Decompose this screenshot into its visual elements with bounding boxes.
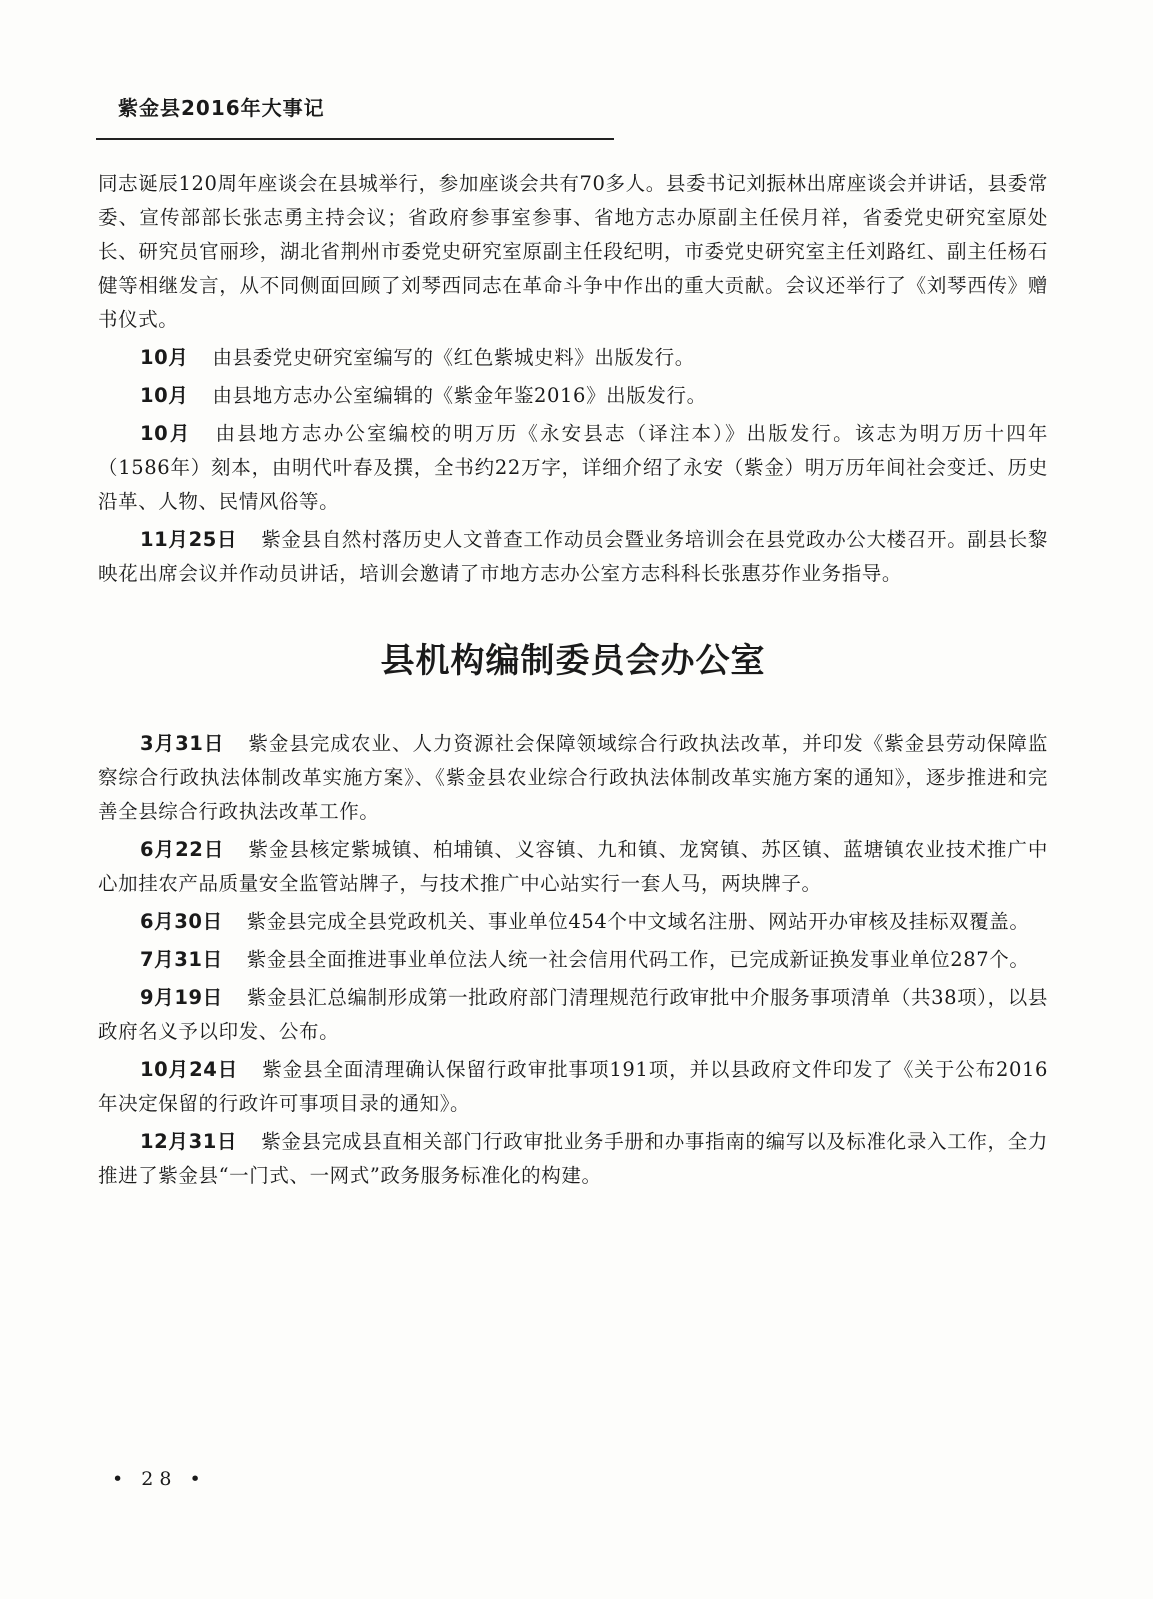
entry-date: 6月22日 bbox=[140, 838, 225, 861]
entry-paragraph bbox=[98, 417, 1048, 519]
entry-text: 由县地方志办公室编校的明万历《永安县志（译注本）》出版发行。该志为明万历十四年（1586年）刻本，由明代叶春及撰，全书约22万字，详细介绍了永安（紫金）明万历年间社会变迁、历史沿革、人物、民情风俗等。 bbox=[98, 422, 1049, 513]
entry-paragraph bbox=[98, 523, 1048, 591]
entry-date: 10月24日 bbox=[140, 1058, 239, 1081]
entry-date: 7月31日 bbox=[140, 948, 223, 971]
entry-paragraph bbox=[98, 727, 1048, 829]
page-number: • 28 • bbox=[112, 1468, 207, 1490]
entry-text: 紫金县核定紫城镇、柏埔镇、义容镇、九和镇、龙窝镇、苏区镇、蓝塘镇农业技术推广中心加挂农产品质量安全监管站牌子，与技术推广中心站实行一套人马，两块牌子。 bbox=[98, 838, 1048, 895]
entry-text: 紫金县全面清理确认保留行政审批事项191项，并以县政府文件印发了《关于公布2016年决定保留的行政许可事项目录的通知》。 bbox=[98, 1058, 1049, 1115]
entry-date: 10月 bbox=[140, 384, 189, 407]
entry-paragraph bbox=[98, 905, 1048, 939]
entry-paragraph bbox=[98, 341, 1048, 375]
entry-date: 10月 bbox=[140, 422, 192, 445]
entry-text: 紫金县完成农业、人力资源社会保障领域综合行政执法改革，并印发《紫金县劳动保障监察综合行政执法体制改革实施方案》、《紫金县农业综合行政执法体制改革实施方案的通知》，逐步推进和完善全县综合行政执法改革工作。 bbox=[98, 732, 1048, 823]
entry-date: 9月19日 bbox=[140, 986, 223, 1009]
entry-paragraph bbox=[98, 1053, 1048, 1121]
entry-text: 由县委党史研究室编写的《红色紫城史料》出版发行。 bbox=[212, 346, 695, 369]
entry-paragraph bbox=[98, 1125, 1048, 1193]
entry-date: 6月30日 bbox=[140, 910, 223, 933]
entry-paragraph bbox=[98, 833, 1048, 901]
entry-paragraph bbox=[98, 981, 1048, 1049]
entry-paragraph bbox=[98, 379, 1048, 413]
entry-text: 紫金县全面推进事业单位法人统一社会信用代码工作，已完成新证换发事业单位287个。 bbox=[246, 948, 1030, 971]
entry-date: 12月31日 bbox=[140, 1130, 238, 1153]
running-head: 紫金县2016年大事记 bbox=[118, 96, 325, 120]
page-body bbox=[98, 167, 1048, 1197]
entry-text: 紫金县汇总编制形成第一批政府部门清理规范行政审批中介服务事项清单（共38项），以县政府名义予以印发、公布。 bbox=[98, 986, 1048, 1043]
entry-date: 10月 bbox=[140, 346, 189, 369]
entry-text: 紫金县完成县直相关部门行政审批业务手册和办事指南的编写以及标准化录入工作，全力推进了紫金县“一门式、一网式”政务服务标准化的构建。 bbox=[98, 1130, 1048, 1187]
entry-date: 3月31日 bbox=[140, 732, 225, 755]
header-rule bbox=[96, 138, 614, 140]
entry-text: 紫金县完成全县党政机关、事业单位454个中文域名注册、网站开办审核及挂标双覆盖。 bbox=[246, 910, 1030, 933]
entry-paragraph bbox=[98, 943, 1048, 977]
entry-text: 由县地方志办公室编辑的《紫金年鉴2016》出版发行。 bbox=[212, 384, 707, 407]
section-title: 县机构编制委员会办公室 bbox=[380, 641, 766, 681]
entry-text: 紫金县自然村落历史人文普查工作动员会暨业务培训会在县党政办公大楼召开。副县长黎映花出席会议并作动员讲话，培训会邀请了市地方志办公室方志科科长张惠芬作业务指导。 bbox=[98, 528, 1048, 585]
continuation-paragraph: 同志诞辰120周年座谈会在县城举行，参加座谈会共有70多人。县委书记刘振林出席座谈会并讲话，县委常委、宣传部部长张志勇主持会议；省政府参事室参事、省地方志办原副主任侯月祥，省委党史研究室原处长、研究员官丽珍，湖北省荆州市委党史研究室原副主任段纪明，市委党史研究室主任刘路红、副主任杨石健等相继发言，从不同侧面回顾了刘琴西同志在革命斗争中作出的重大贡献。会议还举行了《刘琴西传》赠书仪式。 bbox=[98, 172, 1048, 331]
entry-date: 11月25日 bbox=[140, 528, 238, 551]
